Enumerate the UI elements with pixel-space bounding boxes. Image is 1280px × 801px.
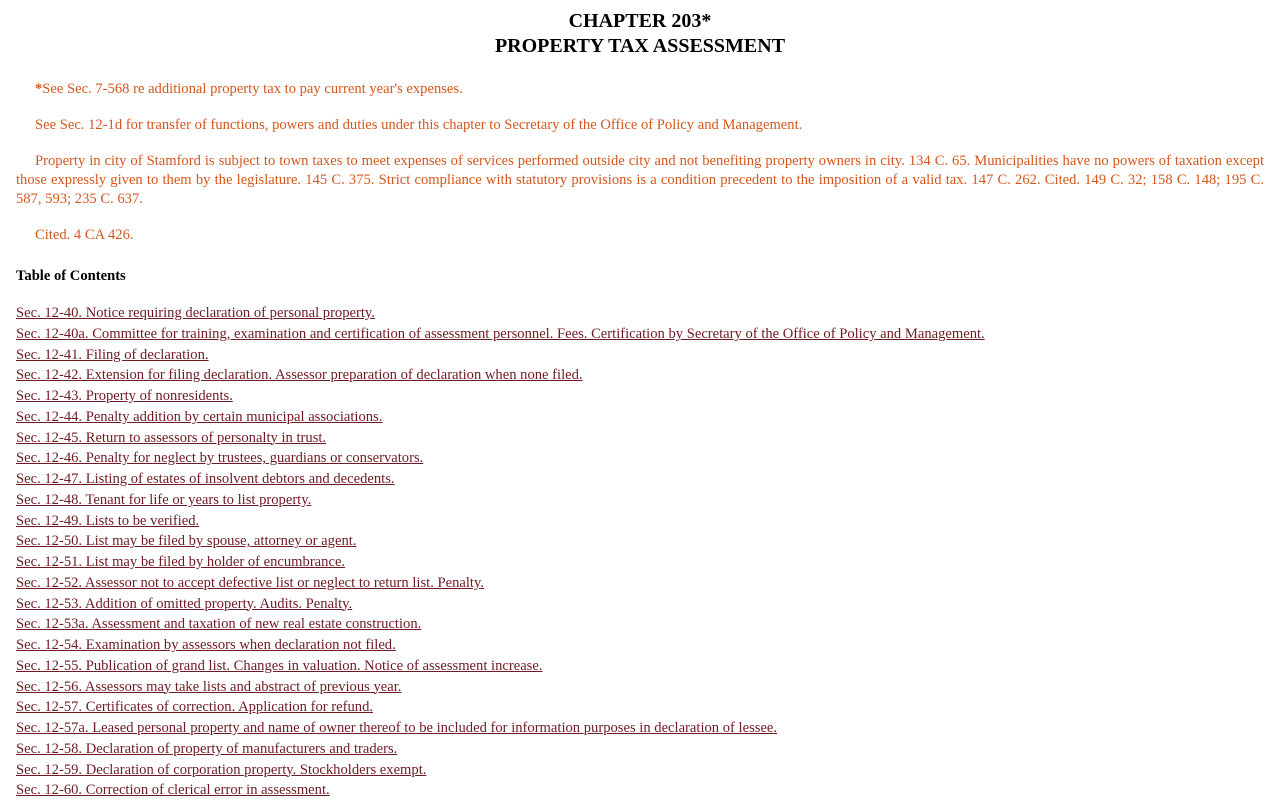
toc-row bbox=[16, 760, 1264, 781]
toc-row bbox=[16, 448, 1264, 469]
toc-link-sec-12-42[interactable]: Sec. 12-42. Extension for filing declaration. Assessor preparation of declaration when none filed. bbox=[16, 367, 583, 384]
toc-link-sec-12-58[interactable]: Sec. 12-58. Declaration of property of manufacturers and traders. bbox=[16, 740, 398, 757]
toc-row bbox=[16, 718, 1264, 739]
table-of-contents-list bbox=[16, 303, 1264, 801]
note-see-sec-12-1d: See Sec. 12-1d for transfer of functions, powers and duties under this chapter to Secretary of the Office of Policy and Management. bbox=[35, 117, 803, 133]
toc-link-sec-12-51[interactable]: Sec. 12-51. List may be filed by holder of encumbrance. bbox=[16, 554, 346, 570]
toc-row bbox=[16, 386, 1264, 407]
toc-link-sec-12-59[interactable]: Sec. 12-59. Declaration of corporation property. Stockholders exempt. bbox=[16, 761, 427, 778]
toc-link-sec-12-49[interactable]: Sec. 12-49. Lists to be verified. bbox=[16, 512, 200, 529]
toc-link-sec-12-44[interactable]: Sec. 12-44. Penalty addition by certain municipal associations. bbox=[16, 408, 383, 425]
toc-row bbox=[16, 345, 1264, 366]
note-cited-4-ca-426: Cited. 4 CA 426. bbox=[35, 227, 134, 243]
toc-link-sec-12-56[interactable]: Sec. 12-56. Assessors may take lists and abstract of previous year. bbox=[16, 678, 402, 695]
toc-row bbox=[16, 677, 1264, 698]
toc-row bbox=[16, 656, 1264, 677]
toc-row bbox=[16, 407, 1264, 428]
chapter-heading bbox=[16, 9, 1264, 59]
toc-row bbox=[16, 303, 1264, 324]
toc-row bbox=[16, 635, 1264, 656]
toc-row bbox=[16, 739, 1264, 760]
toc-row bbox=[16, 428, 1264, 449]
toc-row bbox=[16, 780, 1264, 801]
toc-link-sec-12-41[interactable]: Sec. 12-41. Filing of declaration. bbox=[16, 346, 209, 363]
toc-row bbox=[16, 531, 1264, 552]
toc-link-sec-12-57a[interactable]: Sec. 12-57a. Leased personal property and name of owner thereof to be included for information purposes in declaration of lessee. bbox=[16, 720, 778, 736]
note-see-sec-7-568 bbox=[16, 80, 1264, 99]
table-of-contents-heading: Table of Contents bbox=[16, 268, 126, 284]
chapter-name: PROPERTY TAX ASSESSMENT bbox=[494, 35, 786, 57]
toc-row bbox=[16, 469, 1264, 490]
toc-link-sec-12-43[interactable]: Sec. 12-43. Property of nonresidents. bbox=[16, 388, 233, 404]
toc-row bbox=[16, 490, 1264, 511]
toc-row bbox=[16, 324, 1264, 345]
toc-row bbox=[16, 365, 1264, 386]
toc-link-sec-12-48[interactable]: Sec. 12-48. Tenant for life or years to list property. bbox=[16, 491, 312, 508]
toc-row bbox=[16, 573, 1264, 594]
toc-link-sec-12-53[interactable]: Sec. 12-53. Addition of omitted property. Audits. Penalty. bbox=[16, 595, 353, 612]
toc-link-sec-12-53a[interactable]: Sec. 12-53a. Assessment and taxation of new real estate construction. bbox=[16, 616, 422, 633]
toc-link-sec-12-40[interactable]: Sec. 12-40. Notice requiring declaration of personal property. bbox=[16, 305, 375, 321]
toc-link-sec-12-47[interactable]: Sec. 12-47. Listing of estates of insolvent debtors and decedents. bbox=[16, 471, 395, 487]
note-asterisk: * bbox=[35, 81, 43, 97]
toc-row bbox=[16, 594, 1264, 615]
toc-row bbox=[16, 697, 1264, 718]
note-annotations: Property in city of Stamford is subject to town taxes to meet expenses of services performed outside city and not benefiting property owners in city. 134 C. 65. Municipalities have no powers of taxation except those expressly given to them by the legislature. 145 C. 375. Strict compliance with statutory provisions is a condition precedent to the imposition of a valid tax. 147 C. 262. Cited. 149 C. 32; 158 C. 148; 195 C. 587, 593; 235 C. 637. bbox=[16, 153, 1264, 207]
toc-link-sec-12-46[interactable]: Sec. 12-46. Penalty for neglect by trustees, guardians or conservators. bbox=[16, 450, 424, 467]
toc-link-sec-12-54[interactable]: Sec. 12-54. Examination by assessors when declaration not filed. bbox=[16, 637, 396, 653]
toc-link-sec-12-40a[interactable]: Sec. 12-40a. Committee for training, examination and certification of assessment personnel. Fees. Certification by Secretary of the Office of Policy and Management. bbox=[16, 325, 985, 342]
toc-row bbox=[16, 552, 1264, 573]
toc-row bbox=[16, 614, 1264, 635]
toc-link-sec-12-55[interactable]: Sec. 12-55. Publication of grand list. Changes in valuation. Notice of assessment increase. bbox=[16, 657, 543, 674]
note-see-sec-7-568-text: See Sec. 7-568 re additional property tax to pay current year's expenses. bbox=[42, 81, 463, 97]
toc-link-sec-12-52[interactable]: Sec. 12-52. Assessor not to accept defective list or neglect to return list. Penalty. bbox=[16, 574, 484, 591]
toc-link-sec-12-57[interactable]: Sec. 12-57. Certificates of correction. Application for refund. bbox=[16, 699, 374, 716]
chapter-number: CHAPTER 203* bbox=[568, 10, 712, 32]
toc-link-sec-12-50[interactable]: Sec. 12-50. List may be filed by spouse, attorney or agent. bbox=[16, 533, 357, 550]
toc-link-sec-12-60[interactable]: Sec. 12-60. Correction of clerical error in assessment. bbox=[16, 782, 330, 799]
toc-link-sec-12-45[interactable]: Sec. 12-45. Return to assessors of personalty in trust. bbox=[16, 429, 327, 446]
toc-row bbox=[16, 511, 1264, 532]
